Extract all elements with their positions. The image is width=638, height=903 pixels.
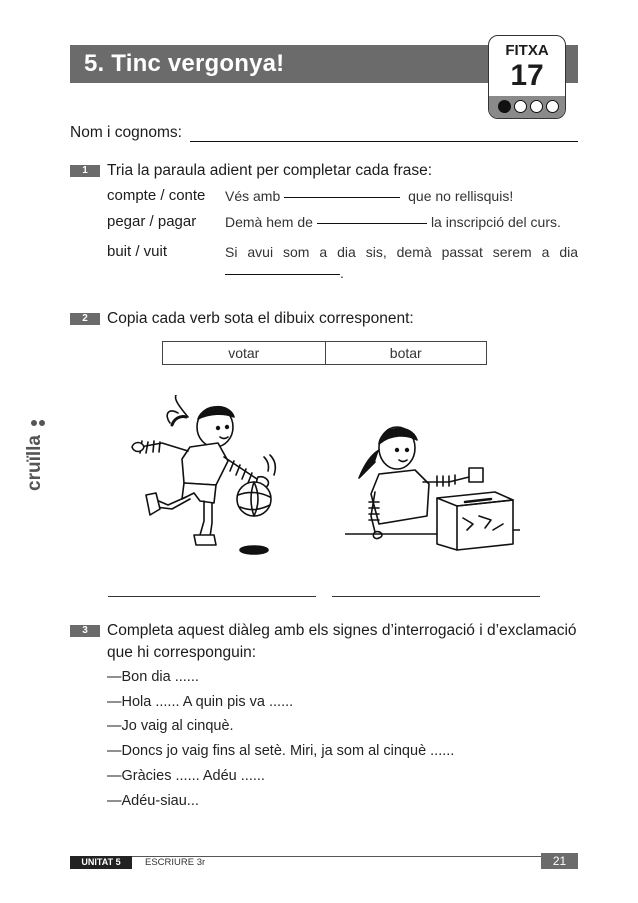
name-field[interactable] (190, 141, 578, 142)
answer-line-1[interactable] (108, 596, 316, 597)
exercise-1-sentence-1 (225, 188, 513, 204)
name-label: Nom i cognoms: (70, 124, 182, 141)
girl-bouncing-ball-illustration (120, 395, 280, 560)
page-number: 21 (541, 853, 578, 869)
exercise-1-sentence-3-cont (225, 265, 344, 281)
exercise-1-options-2: pegar / pagar (107, 213, 197, 230)
publisher-logo-text: cruïlla (24, 435, 45, 491)
sentence-2-start: Demà hem de (225, 214, 313, 230)
blank-1[interactable] (284, 197, 400, 198)
exercise-3-instruction-1: Completa aquest diàleg amb els signes d’interrogació i d’exclamació (107, 622, 577, 639)
exercise-2-number: 2 (70, 313, 100, 325)
footer-book: ESCRIURE 3r (145, 857, 206, 868)
blank-3[interactable] (225, 274, 340, 275)
blank-2[interactable] (317, 223, 427, 224)
verb-cell-1: votar (228, 345, 260, 361)
fitxa-label: FITXA (505, 42, 549, 59)
exercise-1-options-3: buit / vuit (107, 243, 168, 260)
verb-table (162, 341, 487, 365)
sentence-1-end: que no rellisquis! (408, 188, 514, 204)
page-title: 5. Tinc vergonya! (84, 50, 285, 77)
answer-line-2[interactable] (332, 596, 540, 597)
exercise-1-sentence-3: Si avui som a dia sis, demà passat serem a dia (225, 244, 578, 260)
exercise-1-sentence-2 (225, 214, 561, 230)
dialogue-line: —Doncs jo vaig fins al setè. Miri, ja som al cinquè ...... (107, 743, 455, 759)
sentence-1-start: Vés amb (225, 188, 281, 204)
progress-dot (514, 100, 527, 113)
progress-dots (489, 96, 565, 118)
footer-unit: UNITAT 5 (70, 856, 132, 869)
fitxa-number: 17 (510, 59, 544, 92)
dialogue-line: —Adéu-siau... (107, 793, 199, 809)
sentence-2-end: la inscripció del curs. (430, 214, 561, 230)
exercise-1-number: 1 (70, 165, 100, 177)
exercise-2-instruction: Copia cada verb sota el dibuix corresponent: (107, 310, 414, 327)
girl-voting-illustration (345, 420, 520, 555)
sentence-3-end: . (340, 265, 344, 281)
dialogue-line: —Hola ...... A quin pis va ...... (107, 694, 294, 710)
dialogue-line: —Bon dia ...... (107, 669, 199, 685)
verb-cell-2: botar (325, 342, 487, 364)
progress-dot-filled (498, 100, 511, 113)
progress-dot (546, 100, 559, 113)
exercise-3-instruction-2: que hi corresponguin: (107, 644, 257, 661)
publisher-logo (20, 415, 50, 495)
dialogue-line: —Jo vaig al cinquè. (107, 718, 234, 734)
exercise-1-options-1: compte / conte (107, 187, 206, 204)
exercise-1-instruction: Tria la paraula adient per completar cada frase: (107, 162, 433, 179)
fitxa-badge (488, 35, 566, 119)
dialogue-line: —Gràcies ...... Adéu ...... (107, 768, 265, 784)
progress-dot (530, 100, 543, 113)
exercise-3-number: 3 (70, 625, 100, 637)
